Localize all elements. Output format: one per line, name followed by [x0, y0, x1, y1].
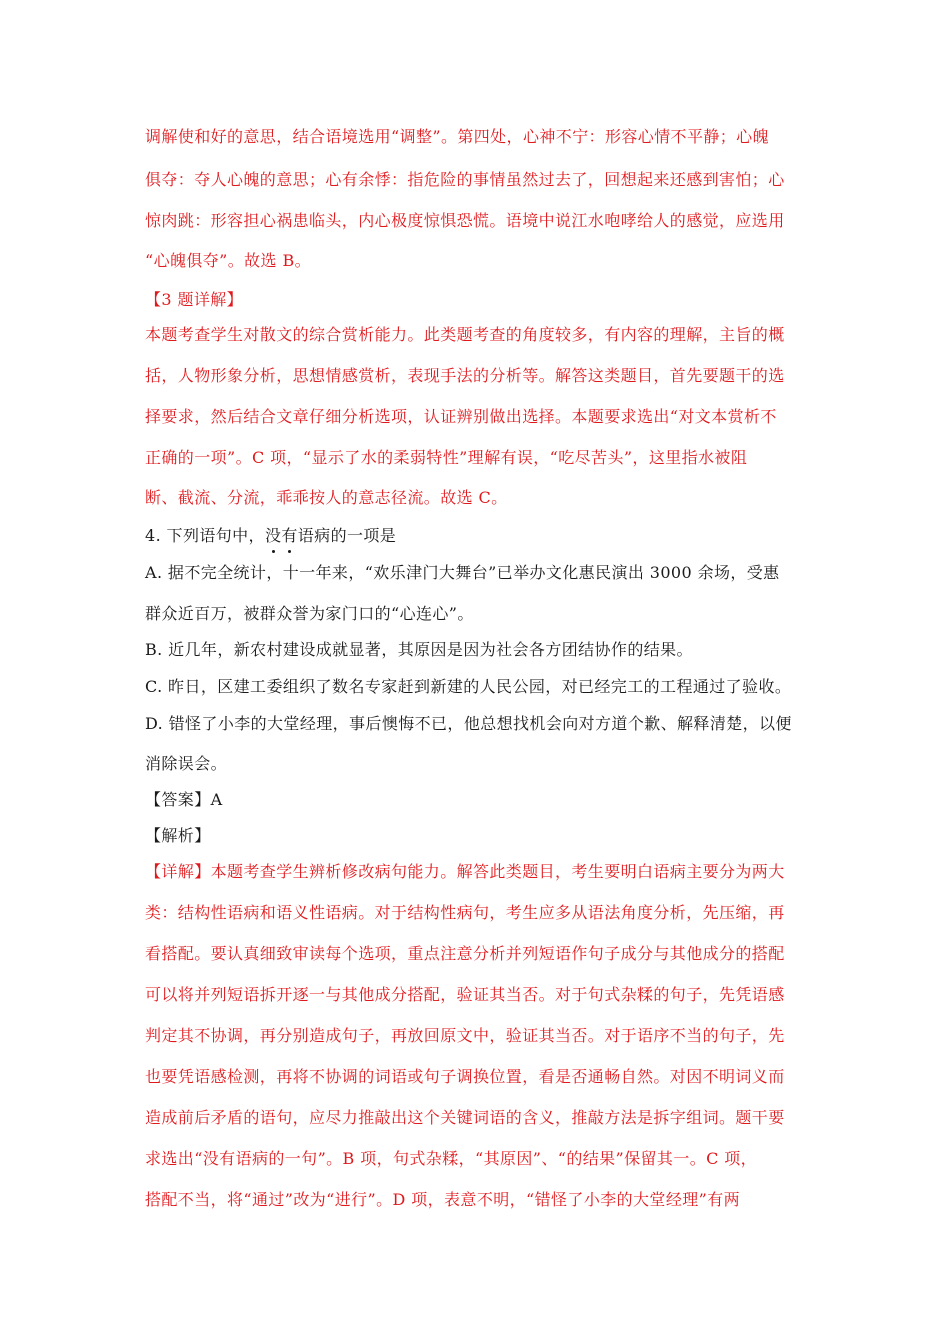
- q3-detail-heading: 【3 题详解】: [145, 290, 244, 309]
- q3-analysis-line-2: 括，人物形象分析，思想情感赏析，表现手法的分析等。解答这类题目，首先要题干的选: [145, 366, 785, 385]
- emphasis-dot-char: 有: [281, 526, 298, 545]
- q4-option-c: C. 昨日，区建工委组织了数名专家赶到新建的人民公园，对已经完工的工程通过了验收。: [145, 677, 792, 696]
- q4-detail-line-9: 搭配不当，将“通过”改为“进行”。D 项，表意不明，“错怪了小李的大堂经理”有两: [145, 1190, 740, 1209]
- prev-analysis-line-4: “心魄俱夺”。故选 B。: [145, 251, 312, 270]
- q4-option-d-line-1: D. 错怪了小李的大堂经理，事后懊悔不已，他总想找机会向对方道个歉、解释清楚，以便: [145, 714, 792, 733]
- q4-detail-line-8: 求选出“没有语病的一句”。B 项，句式杂糅，“其原因”、“的结果”保留其一。C 项，: [145, 1149, 758, 1168]
- q4-option-d-line-2: 消除误会。: [145, 754, 228, 773]
- q4-option-a-line-1: A. 据不完全统计，十一年来，“欢乐津门大舞台”已举办文化惠民演出 3000 余场，受惠: [145, 563, 780, 582]
- q3-analysis-line-4: 正确的一项”。C 项，“显示了水的柔弱特性”理解有误，“吃尽苦头”，这里指水被阻: [145, 448, 748, 467]
- q4-detail-line-3: 看搭配。要认真细致审读每个选项，重点注意分析并列短语作句子成分与其他成分的搭配: [145, 944, 785, 963]
- q4-stem-prefix: 4. 下列语句中，: [145, 526, 265, 545]
- q4-detail-line-7: 造成前后矛盾的语句，应尽力推敲出这个关键词语的含义，推敲方法是拆字组词。题干要: [145, 1108, 785, 1127]
- q4-stem: [145, 526, 396, 546]
- q4-detail-line-5: 判定其不协调，再分别造成句子，再放回原文中，验证其当否。对于语序不当的句子，先: [145, 1026, 785, 1045]
- q4-detail-line-2: 类：结构性语病和语义性语病。对于结构性病句，考生应多从语法角度分析，先压缩，再: [145, 903, 785, 922]
- q4-detail-line-6: 也要凭语感检测，再将不协调的词语或句子调换位置，看是否通畅自然。对因不明词义而: [145, 1067, 785, 1086]
- q3-analysis-line-1: 本题考查学生对散文的综合赏析能力。此类题考查的角度较多，有内容的理解，主旨的概: [145, 325, 785, 344]
- q3-analysis-line-3: 择要求，然后结合文章仔细分析选项，认证辨别做出选择。本题要求选出“对文本赏析不: [145, 407, 777, 426]
- q3-analysis-line-5: 断、截流、分流，乖乖按人的意志径流。故选 C。: [145, 488, 508, 507]
- q4-detail-line-4: 可以将并列短语拆开逐一与其他成分搭配，验证其当否。对于句式杂糅的句子，先凭语感: [145, 985, 785, 1004]
- q4-option-a-line-2: 群众近百万，被群众誉为家门口的“心连心”。: [145, 604, 474, 623]
- q4-detail-line-1: 【详解】本题考查学生辨析修改病句能力。解答此类题目，考生要明白语病主要分为两大: [145, 862, 785, 881]
- prev-analysis-line-3: 惊肉跳：形容担心祸患临头，内心极度惊惧恐慌。语境中说江水咆哮给人的感觉，应选用: [145, 211, 785, 230]
- emphasis-dot-char: 没: [264, 526, 282, 545]
- q4-analysis-heading: 【解析】: [145, 826, 211, 845]
- q4-stem-suffix: 语病的一项是: [297, 526, 397, 545]
- prev-analysis-line-1: 调解使和好的意思，结合语境选用“调整”。第四处，心神不宁：形容心情不平静；心魄: [145, 127, 769, 146]
- prev-analysis-line-2: 俱夺：夺人心魄的意思；心有余悸：指危险的事情虽然过去了，回想起来还感到害怕；心: [145, 170, 785, 189]
- q4-answer: 【答案】A: [145, 790, 223, 809]
- q4-option-b: B. 近几年，新农村建设成就显著，其原因是因为社会各方团结协作的结果。: [145, 640, 693, 659]
